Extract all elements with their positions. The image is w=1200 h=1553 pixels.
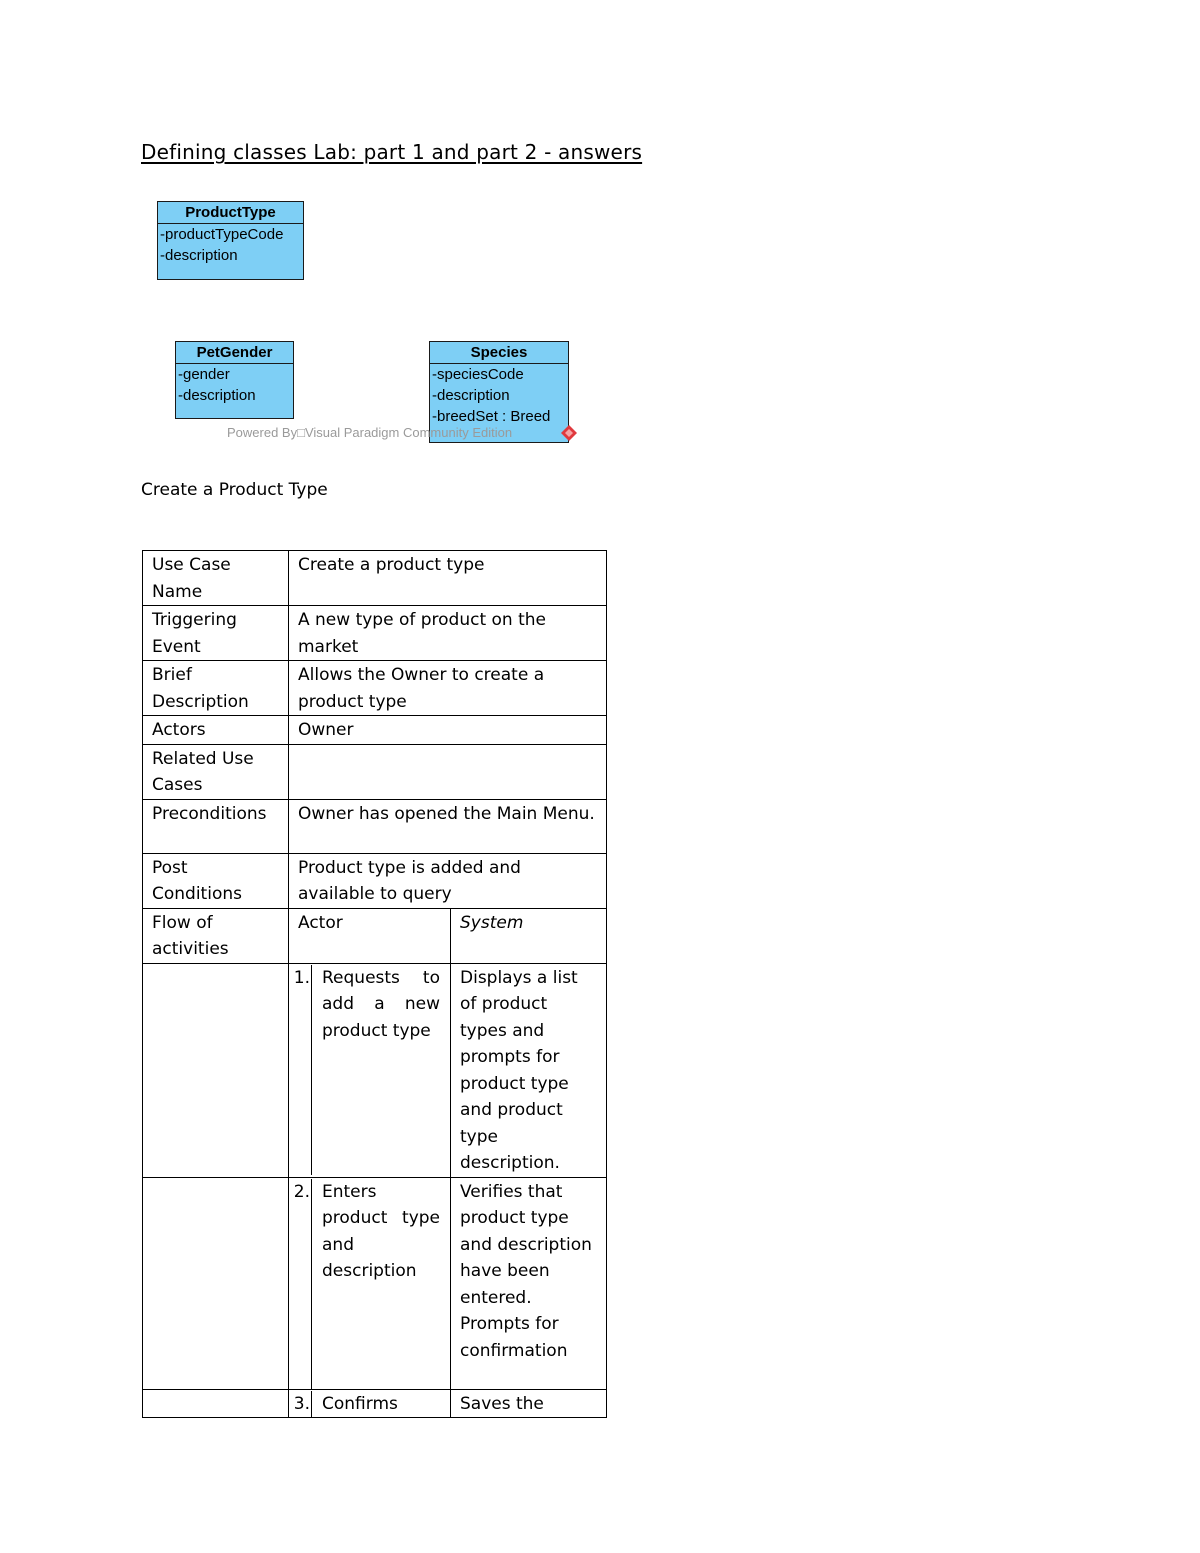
row-value: Product type is added and available to query <box>289 853 607 908</box>
table-row <box>143 661 607 716</box>
row-label: Use Case Name <box>143 551 289 606</box>
flow-header-row <box>143 908 607 963</box>
use-case-table <box>142 550 607 1418</box>
system-step-text: Verifies that product type and description have been entered. Prompts for confirmation <box>451 1177 607 1389</box>
system-step-text: Saves the <box>451 1389 607 1418</box>
uml-attribute: -breedSet : Breed <box>432 408 551 425</box>
visual-paradigm-logo-icon <box>560 424 578 442</box>
table-row <box>143 744 607 799</box>
uml-attribute: -description <box>432 387 510 404</box>
table-row <box>143 853 607 908</box>
uml-class-name: Species <box>430 342 568 364</box>
uml-class-name: ProductType <box>158 202 303 224</box>
row-value: Allows the Owner to create a product type <box>289 661 607 716</box>
actor-step-cell <box>289 1177 451 1389</box>
watermark-prefix: Powered By□Visual Paradigm <box>227 425 403 440</box>
flow-label: Flow of activities <box>143 908 289 963</box>
row-label: Post Conditions <box>143 853 289 908</box>
section-heading: Create a Product Type <box>141 480 328 500</box>
uml-class-petgender <box>175 341 294 419</box>
actor-step-text: Confirms <box>322 1393 398 1414</box>
actor-step-cell <box>289 963 451 1177</box>
table-row <box>143 606 607 661</box>
table-row <box>143 799 607 853</box>
uml-attribute: -description <box>160 247 238 264</box>
uml-attribute: -gender <box>178 366 230 383</box>
flow-step-row <box>143 963 607 1177</box>
uml-attribute: -productTypeCode <box>160 226 284 243</box>
actor-step-text: Requests to add a new product type <box>322 967 440 1041</box>
uml-class-producttype <box>157 201 304 280</box>
system-step-text: Displays a list of product types and prompts for product type and product type description. <box>451 963 607 1177</box>
actor-header: Actor <box>289 908 451 963</box>
row-value: Owner <box>289 716 607 745</box>
row-label: Brief Description <box>143 661 289 716</box>
uml-class-name: PetGender <box>176 342 293 364</box>
row-value: A new type of product on the market <box>289 606 607 661</box>
document-title: Defining classes Lab: part 1 and part 2 - answers <box>141 140 643 164</box>
row-value: Owner has opened the Main Menu. <box>289 799 607 853</box>
row-value: Create a product type <box>289 551 607 606</box>
flow-step-row <box>143 1177 607 1389</box>
visual-paradigm-watermark <box>227 425 512 440</box>
step-number: 1. <box>289 965 312 1175</box>
watermark-suffix: Community Edition <box>402 425 513 440</box>
row-label: Preconditions <box>143 799 289 853</box>
row-value <box>289 744 607 799</box>
actor-step-text: Enters product type and description <box>322 1181 440 1281</box>
step-number: 3. <box>289 1391 312 1417</box>
row-label: Related Use Cases <box>143 744 289 799</box>
flow-empty-cell <box>143 1389 289 1418</box>
table-row <box>143 551 607 606</box>
uml-attribute: -description <box>178 387 256 404</box>
table-row <box>143 716 607 745</box>
flow-empty-cell <box>143 963 289 1177</box>
row-label: Triggering Event <box>143 606 289 661</box>
actor-step-cell <box>289 1389 451 1418</box>
flow-empty-cell <box>143 1177 289 1389</box>
uml-attribute: -speciesCode <box>432 366 524 383</box>
row-label: Actors <box>143 716 289 745</box>
step-number: 2. <box>289 1179 312 1389</box>
system-header: System <box>451 908 607 963</box>
flow-step-row <box>143 1389 607 1418</box>
